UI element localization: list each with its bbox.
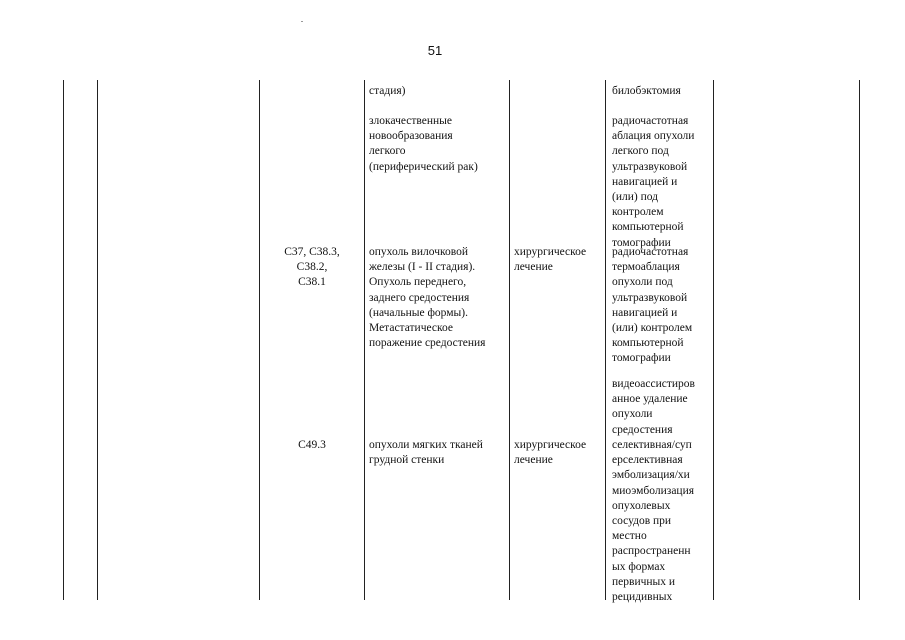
cell-line: навигацией и <box>612 306 678 319</box>
treatment-method-cell <box>612 377 695 438</box>
diagnosis-cell <box>369 438 483 468</box>
code-cell <box>262 438 362 453</box>
cell-line: железы (I - II стадия). <box>369 261 476 274</box>
table-border-line <box>259 80 260 600</box>
cell-line: ультразвуковой <box>612 291 688 304</box>
cell-line: томографии <box>612 352 671 365</box>
cell-line: хирургическое <box>514 439 587 451</box>
cell-line: (начальные формы). <box>369 306 468 319</box>
diagnosis-cell <box>369 114 478 175</box>
cell-line: Опухоль переднего, <box>369 276 467 289</box>
cell-line: контролем <box>612 206 664 219</box>
treatment-type-cell <box>514 245 586 275</box>
cell-line: радиочастотная <box>612 115 689 127</box>
treatment-method-cell <box>612 84 681 99</box>
table-border-line <box>605 80 606 600</box>
cell-line: компьютерной <box>612 221 684 234</box>
cell-line: местно <box>612 530 647 543</box>
cell-line: средостения <box>612 423 673 436</box>
cell-line: опухолевых <box>612 499 671 512</box>
treatment-method-cell <box>612 114 694 251</box>
cell-line: Метастатическое <box>369 322 453 335</box>
treatment-type-cell <box>514 438 586 468</box>
cell-line: C37, C38.3, <box>284 246 340 258</box>
cell-line: (периферический рак) <box>369 160 478 173</box>
table-border-line <box>63 80 64 600</box>
cell-line: хирургическое <box>514 246 587 258</box>
table-border-line <box>509 80 510 600</box>
page-number: 51 <box>427 43 443 58</box>
cell-line: компьютерной <box>612 337 684 350</box>
scan-speck <box>301 21 303 22</box>
cell-line: грудной стенки <box>369 454 445 467</box>
cell-line: видеоассистиров <box>612 378 695 390</box>
cell-line: ультразвуковой <box>612 160 688 173</box>
cell-line: легкого <box>369 145 406 158</box>
cell-line: стадия) <box>369 85 406 97</box>
diagnosis-cell <box>369 84 406 99</box>
table-border-line <box>97 80 98 600</box>
cell-line: легкого под <box>612 145 669 158</box>
cell-line: ерселективная <box>612 454 683 467</box>
cell-line: опухоль вилочковой <box>369 246 468 258</box>
cell-line: лечение <box>514 454 553 467</box>
cell-line: C49.3 <box>298 439 326 451</box>
cell-line: селективная/суп <box>612 439 692 451</box>
cell-line: сосудов при <box>612 515 672 528</box>
cell-line: анное удаление <box>612 393 688 406</box>
cell-line: эмболизация/хи <box>612 469 690 482</box>
cell-line: рецидивных <box>612 591 673 604</box>
cell-line: опухоли под <box>612 276 673 289</box>
cell-line: билобэктомия <box>612 85 681 97</box>
cell-line: миоэмболизация <box>612 484 695 497</box>
cell-line: аблация опухоли <box>612 130 695 143</box>
cell-line: томографии <box>612 236 671 249</box>
cell-line: навигацией и <box>612 175 678 188</box>
table-border-line <box>713 80 714 600</box>
cell-line: опухоли мягких тканей <box>369 439 483 451</box>
cell-line: поражение средостения <box>369 337 486 350</box>
cell-line: C38.2, <box>296 261 328 274</box>
cell-line: (или) под <box>612 191 659 204</box>
cell-line: лечение <box>514 261 553 274</box>
cell-line: (или) контролем <box>612 322 693 335</box>
diagnosis-cell <box>369 245 485 351</box>
cell-line: распространенн <box>612 545 691 558</box>
table-border-line <box>859 80 860 600</box>
cell-line: радиочастотная <box>612 246 689 258</box>
cell-line: ых формах <box>612 560 666 573</box>
cell-line: опухоли <box>612 408 653 421</box>
cell-line: новообразования <box>369 130 453 143</box>
treatment-method-cell <box>612 438 694 605</box>
cell-line: термоаблация <box>612 261 680 274</box>
cell-line: злокачественные <box>369 115 452 127</box>
code-cell <box>262 245 362 291</box>
treatment-method-cell <box>612 245 692 367</box>
cell-line: заднего средостения <box>369 291 470 304</box>
cell-line: C38.1 <box>298 276 326 289</box>
cell-line: первичных и <box>612 575 676 588</box>
table-border-line <box>364 80 365 600</box>
